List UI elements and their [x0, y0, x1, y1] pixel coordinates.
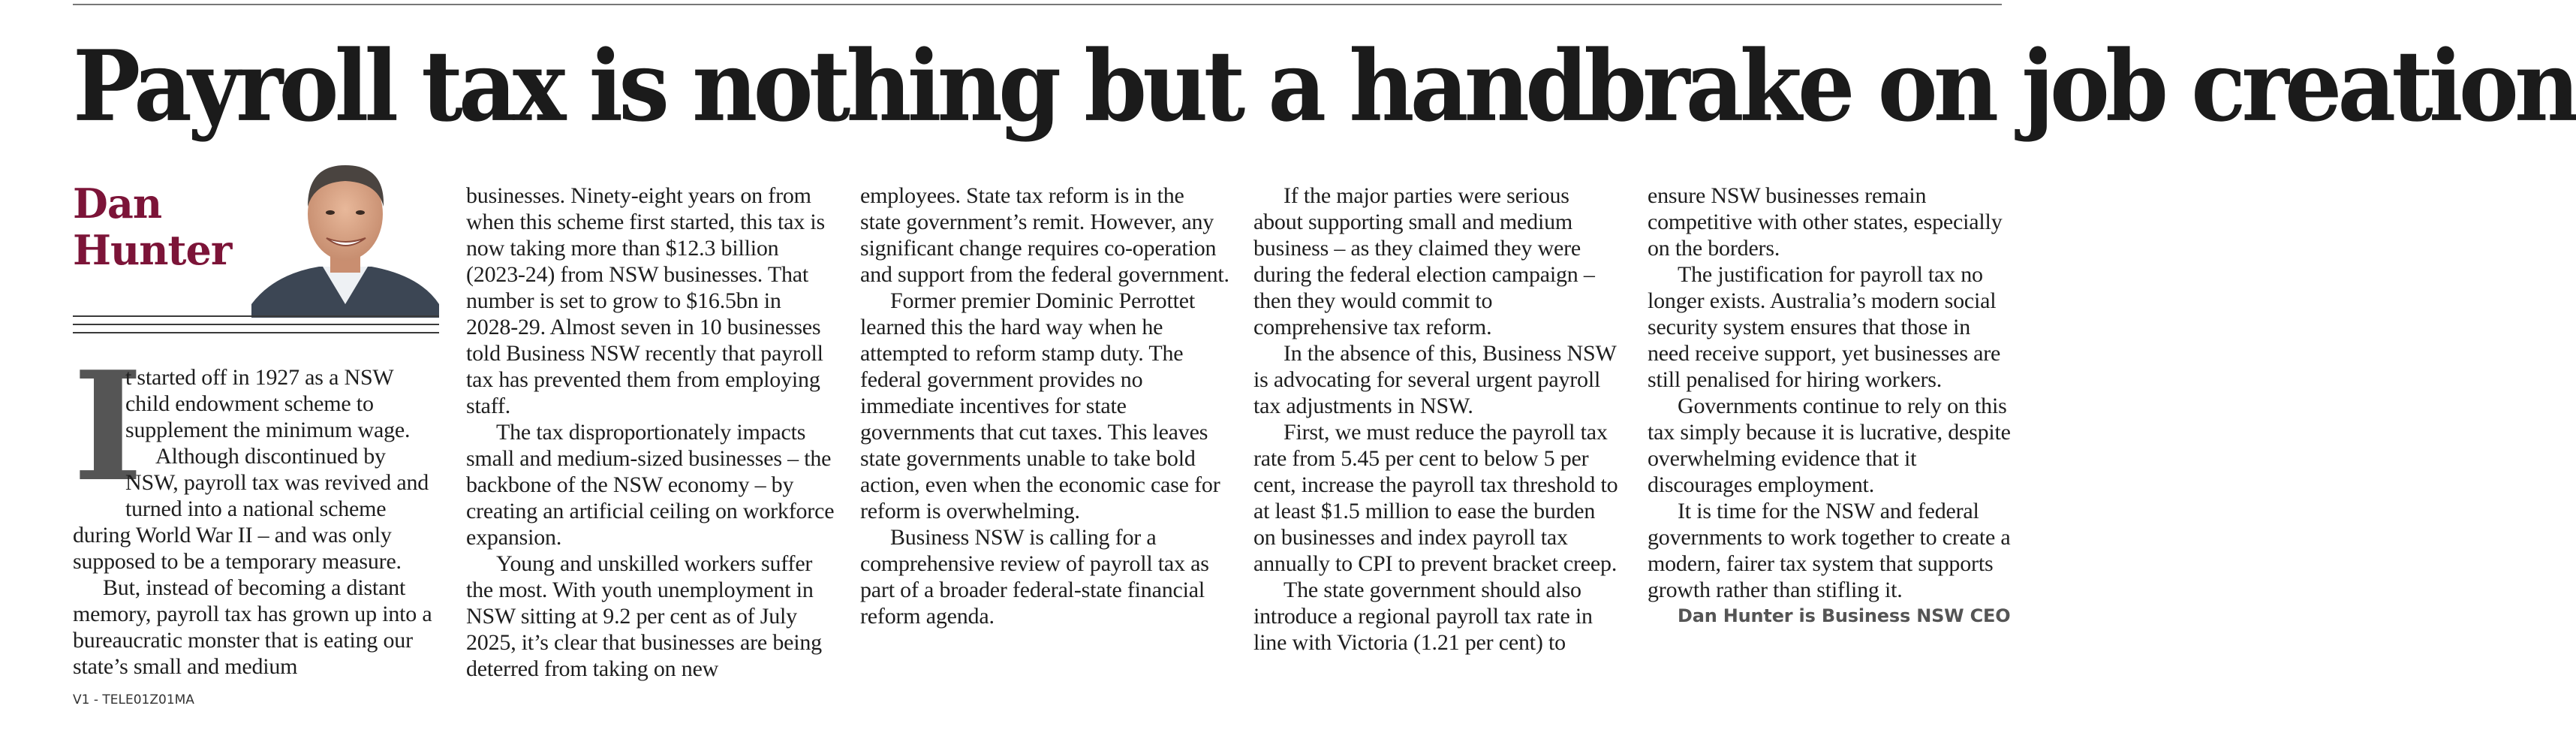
column-5 — [1648, 182, 2017, 629]
paragraph: ensure NSW businesses remain competitive with other states, especially on the borders. — [1648, 183, 2003, 261]
paragraph: The tax disproportionately impacts small and medium-sized businesses – the backbone of the NSW economy – by creating an artificial ceiling on workforce expansion. — [466, 420, 835, 550]
paragraph: But, instead of becoming a distant memory, payroll tax has grown up into a bureaucratic monster that is eating our state’s small and medium — [73, 575, 432, 679]
author-signoff: Dan Hunter is Business NSW CEO — [1678, 605, 2011, 626]
column-3 — [860, 182, 1229, 629]
paragraph: employees. State tax reform is in the state government’s remit. However, any significant change requires co-operation and support from the federal government. — [860, 183, 1229, 287]
paragraph: Governments continue to rely on this tax simply because it is lucrative, despite overwhelming evidence that it discourages employment. — [1648, 394, 2011, 497]
page-code: V1 - TELE01Z01MA — [73, 692, 194, 707]
paragraph: It is time for the NSW and federal governments to work together to create a modern, fairer tax system that supports growth rather than stifling it. — [1648, 499, 2011, 602]
paragraph: Business NSW is calling for a comprehensive review of payroll tax as part of a broader federal-state financial reform agenda. — [860, 525, 1209, 629]
paragraph: Former premier Dominic Perrottet learned this the hard way when he attempted to reform stamp duty. The federal government provides no immediate incentives for state governments that cut taxes. This leaves state governments unable to take bold action, even when the economic case for reform is overwhelming. — [860, 288, 1220, 523]
drop-cap: I — [73, 339, 143, 515]
paragraph: Although discontinued by NSW, payroll tax was revived and turned into a national scheme during World War II – and was only supposed to be a temporary measure. — [73, 444, 429, 574]
paragraph: Young and unskilled workers suffer the most. With youth unemployment in NSW sitting at 9.2 per cent as of July 2025, it’s clear that businesses are being deterred from taking on new — [466, 551, 822, 681]
headline: Payroll tax is nothing but a handbrake on job creation — [73, 29, 2576, 144]
top-rule — [73, 4, 2002, 5]
byline-last-name: Hunter — [73, 226, 232, 274]
byline-rules — [73, 315, 439, 340]
paragraph: First, we must reduce the payroll tax rate from 5.45 per cent to below 5 per cent, increase the payroll tax threshold to at least $1.5 million to ease the burden on businesses and index payroll tax annually to CPI to prevent bracket creep. — [1253, 420, 1618, 576]
column-4 — [1253, 182, 1623, 656]
column-1 — [73, 339, 442, 680]
byline-first-name: Dan — [73, 179, 162, 228]
paragraph: The state government should also introduce a regional payroll tax rate in line with Victoria (1.21 per cent) to — [1253, 578, 1593, 655]
column-2 — [466, 182, 835, 682]
byline — [73, 180, 231, 273]
author-photo — [251, 154, 439, 318]
paragraph: t started off in 1927 as a NSW child endowment scheme to supplement the minimum wage. — [125, 365, 411, 442]
paragraph: If the major parties were serious about supporting small and medium business – as they claimed they were during the federal election campaign – then they would commit to comprehensive tax reform. — [1253, 183, 1595, 339]
paragraph: In the absence of this, Business NSW is advocating for several urgent payroll tax adjustments in NSW. — [1253, 341, 1617, 418]
paragraph: businesses. Ninety-eight years on from when this scheme first started, this tax is now taking more than $12.3 billion (2023-24) from NSW businesses. That number is set to grow to $16.5bn in 2028-29. Almost seven in 10 businesses told Business NSW recently that payroll tax has prevented them from employing staff. — [466, 183, 825, 418]
paragraph: The justification for payroll tax no longer exists. Australia’s modern social security system ensures that those in need receive support, yet businesses are still penalised for hiring workers. — [1648, 262, 2001, 392]
